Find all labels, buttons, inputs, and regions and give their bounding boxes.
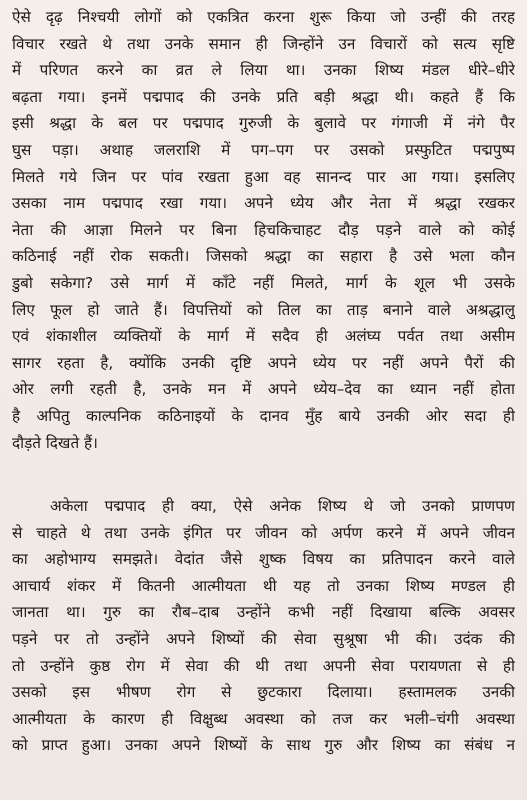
text-line: दौड़ते दिखते हैं। [12, 433, 98, 452]
text-line: है अपितु काल्पनिक कठिनाइयों के दानव मुँह बाये उनकी ओर सदा ही [12, 406, 515, 425]
text-line: से चाहते थे तथा उनके इंगित पर जीवन को अर्पण करने में अपने जीवन [12, 523, 515, 542]
text-line: ऐसे दृढ़ निश्चयी लोगों को एकत्रित करना शुरू किया जो उन्हीं की तरह [12, 8, 515, 26]
text-line: जानता था। गुरु का रौब–दाब उन्होंने कभी नहीं दिखाया बल्कि अवसर [12, 603, 515, 622]
text-line: विचार रखते थे तथा उनके समान ही जिन्होंने उन विचारों को सत्य सृष्टि [12, 34, 515, 53]
text-line: नेता की आज्ञा मिलने पर बिना हिचकिचाहट दौड़ पड़ने वाले को कोई [12, 220, 515, 239]
text-line: डुबो सकेगा? उसे मार्ग में काँटे नहीं मिलते, मार्ग के शूल भी उसके [12, 273, 515, 292]
text-line: बढ़ता गया। इनमें पद्मपाद की उनके प्रति बड़ी श्रद्धा थी। कहते हैं कि [12, 87, 515, 106]
text-line: इसी श्रद्धा के बल पर पद्मपाद गुरुजी के बुलावे पर गंगाजी में नंगे पैर [12, 114, 515, 133]
text-line: आत्मीयता के कारण ही विक्षुब्ध अवस्था को तज कर भली–चंगी अवस्था [12, 709, 515, 728]
text-line: मिलते गये जिन पर पांव रखता हुआ वह सानन्द पार आ गया। इसलिए [12, 167, 515, 186]
text-line: उसको इस भीषण रोग से छुटकारा दिलाया। हस्तामलक उनकी [12, 683, 515, 702]
text-line: अकेला पद्मपाद ही क्या, ऐसे अनेक शिष्य थे जो उनको प्राणपण [50, 497, 515, 515]
text-line: कठिनाई नहीं रोक सकती। जिसको श्रद्धा का सहारा है उसे भला कौन [12, 247, 515, 266]
text-line: उसका नाम पद्मपाद रखा गया। अपने ध्येय और नेता में श्रद्धा रखकर [12, 194, 515, 213]
text-line: सागर रहता है, क्योंकि उनकी दृष्टि अपने ध्येय पर नहीं अपने पैरों की [12, 353, 515, 372]
text-line: आचार्य शंकर में कितनी आत्मीयता थी यह तो उनका शिष्य मण्डल ही [12, 576, 515, 595]
text-line: को प्राप्त हुआ। उनका अपने शिष्यों के साथ गुरु और शिष्य का संबंध न [12, 736, 515, 755]
text-line: में परिणत करने का व्रत ले लिया था। उनका शिष्य मंडल धीरे–धीरे [12, 61, 515, 80]
text-line: ओर लगी रहती है, उनके मन में अपने ध्येय–देव का ध्यान नहीं होता [12, 380, 515, 399]
paragraph-2 [12, 493, 515, 759]
text-line: का अहोभाग्य समझते। वेदांत जैसे शुष्क विषय का प्रतिपादन करने वाले [12, 550, 515, 569]
text-line: घुस पड़ा। अथाह जलराशि में पग–पग पर उसको प्रस्फुटित पद्मपुष्प [12, 140, 515, 159]
text-line: लिए फूल हो जाते हैं। विपत्तियों को तिल का ताड़ बनाने वाले अश्रद्धालु [12, 300, 515, 319]
text-line: तो उन्होंने कुष्ठ रोग में सेवा की थी तथा अपनी सेवा परायणता से ही [12, 656, 515, 675]
text-line: पड़ने पर तो उन्होंने अपने शिष्यों की सेवा सुश्रूषा भी की। उदंक की [12, 629, 515, 648]
paragraph-1 [12, 4, 515, 456]
text-line: एवं शंकाशील व्यक्तियों के मार्ग में सदैव ही अलंघ्य पर्वत तथा असीम [12, 327, 515, 346]
